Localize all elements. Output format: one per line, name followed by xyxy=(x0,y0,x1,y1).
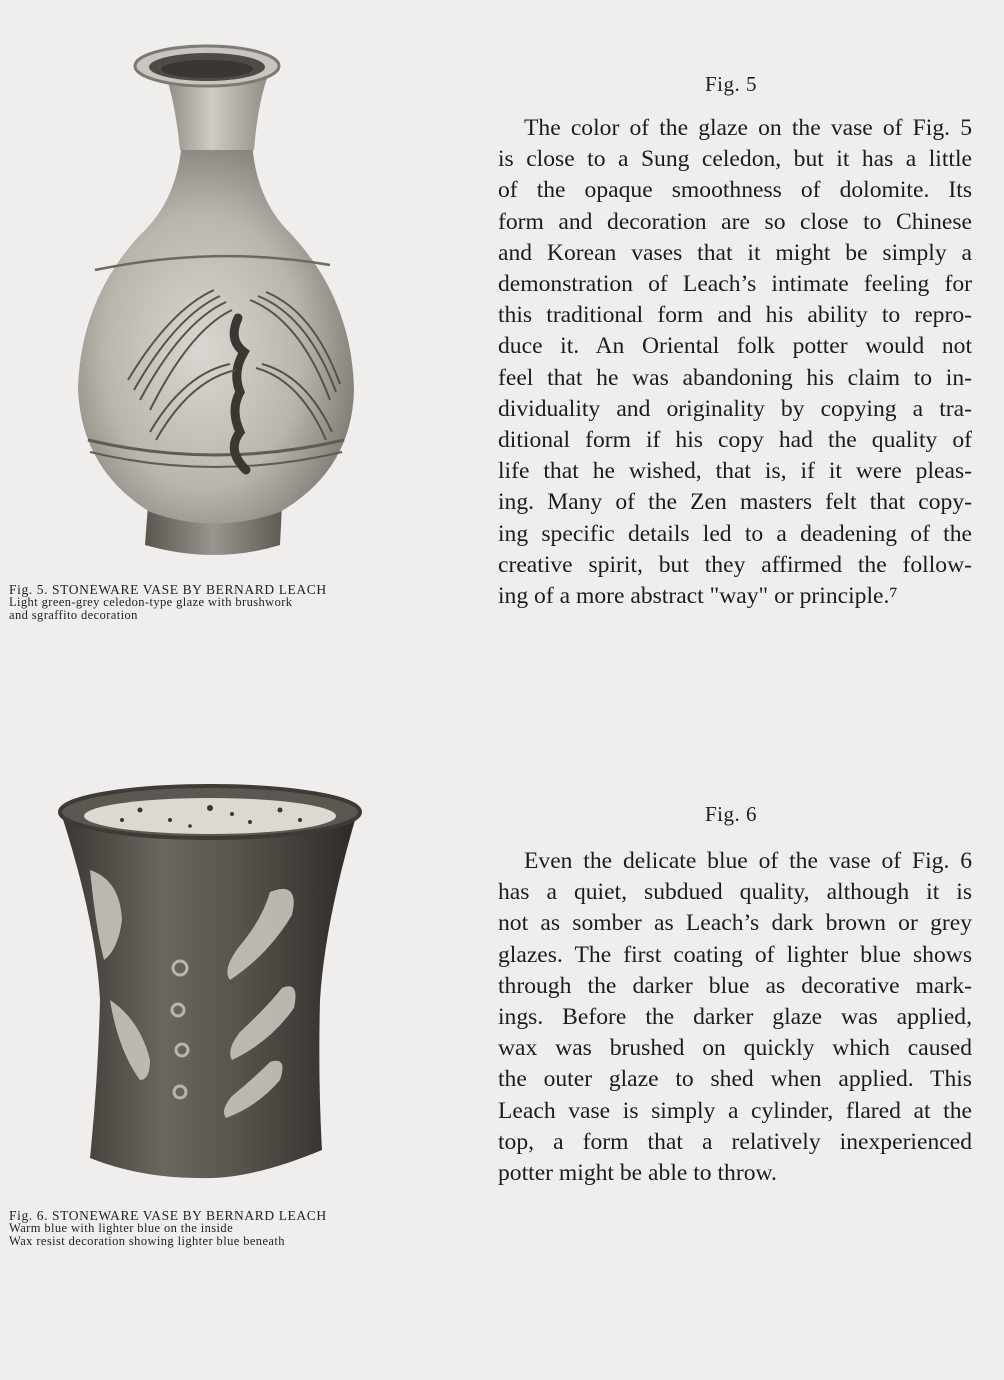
figure-6-caption xyxy=(9,1209,327,1248)
paragraph-line: through the darker blue as decorative mark- xyxy=(498,972,972,999)
figure-5-paragraph xyxy=(498,113,972,612)
figure-6-paragraph xyxy=(498,846,972,1189)
paragraph-line: this traditional form and his ability to repro- xyxy=(498,302,972,329)
paragraph-line: is close to a Sung celedon, but it has a little xyxy=(498,146,972,173)
paragraph-line: and Korean vases that it might be simply a xyxy=(498,239,972,266)
figure-6-heading: Fig. 6 xyxy=(705,802,758,826)
figure-6-vase-photo xyxy=(0,780,400,1200)
paragraph-line: potter might be able to throw. xyxy=(498,1160,777,1187)
figure-6-caption-line: Wax resist decoration showing lighter blue beneath xyxy=(9,1234,285,1248)
paragraph-line: has a quiet, subdued quality, although it is xyxy=(498,879,972,906)
paragraph-line: ing of a more abstract "way" or principle.⁷ xyxy=(498,583,898,610)
paragraph-line: glazes. The first coating of lighter blue shows xyxy=(498,941,972,968)
paragraph-line: dividuality and originality by copying a tra- xyxy=(498,395,972,422)
paragraph-line: ings. Before the darker glaze was applied, xyxy=(498,1004,972,1031)
paragraph-line: life that he wished, that is, if it were pleas- xyxy=(498,458,972,485)
paragraph-line: demonstration of Leach’s intimate feeling for xyxy=(498,271,972,298)
figure-5-caption-title: Fig. 5. STONEWARE VASE BY BERNARD LEACH xyxy=(9,582,327,597)
figure-5-caption-line: and sgraffito decoration xyxy=(9,608,138,622)
paragraph-line: wax was brushed on quickly which caused xyxy=(498,1035,972,1062)
figure-5-caption-line: Light green-grey celedon-type glaze with brushwork xyxy=(9,595,293,609)
figure-6-caption-line: Warm blue with lighter blue on the inside xyxy=(9,1221,234,1235)
paragraph-line: Even the delicate blue of the vase of Fig. 6 xyxy=(524,848,972,874)
paragraph-line: form and decoration are so close to Chinese xyxy=(498,208,972,235)
figure-5-vase-photo xyxy=(0,0,380,580)
paragraph-line: Leach vase is simply a cylinder, flared at the xyxy=(498,1097,972,1124)
figure-6-caption-title: Fig. 6. STONEWARE VASE BY BERNARD LEACH xyxy=(9,1208,327,1223)
paragraph-line: the outer glaze to shed when applied. This xyxy=(498,1066,972,1093)
figure-5-heading: Fig. 5 xyxy=(705,72,758,96)
paragraph-line: not as somber as Leach’s dark brown or grey xyxy=(498,910,972,937)
paragraph-line: top, a form that a relatively inexperienced xyxy=(498,1128,972,1155)
paragraph-line: creative spirit, but they affirmed the follow- xyxy=(498,551,972,578)
paragraph-line: ing. Many of the Zen masters felt that copy- xyxy=(498,489,972,516)
paragraph-line: ditional form if his copy had the quality of xyxy=(498,427,972,454)
paragraph-line: The color of the glaze on the vase of Fig. 5 xyxy=(524,115,972,141)
paragraph-line: duce it. An Oriental folk potter would not xyxy=(498,333,972,360)
paragraph-line: of the opaque smoothness of dolomite. Its xyxy=(498,177,972,204)
figure-5-caption xyxy=(9,583,327,622)
paragraph-line: feel that he was abandoning his claim to in- xyxy=(498,364,972,391)
paragraph-line: ing specific details led to a deadening of the xyxy=(498,520,972,547)
